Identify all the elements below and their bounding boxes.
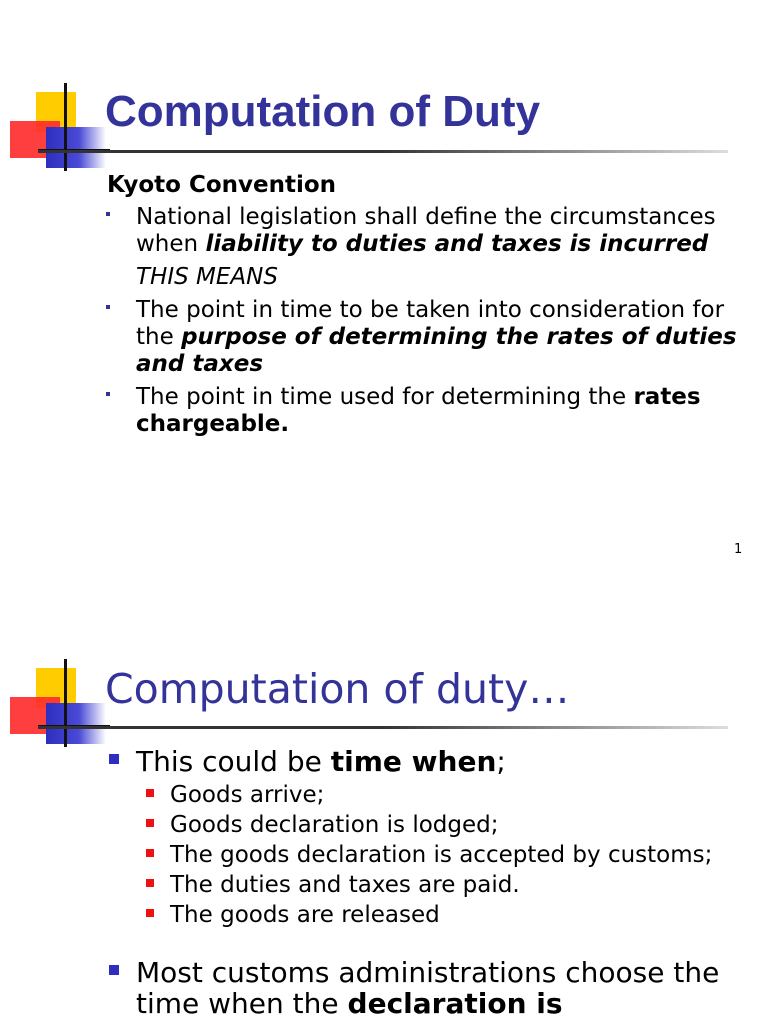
bullet-text: This could be xyxy=(136,745,331,778)
bullet-suffix: ; xyxy=(496,745,506,778)
bullet-marker xyxy=(109,754,119,764)
bullet-item xyxy=(105,746,755,777)
bullet-text: National legislation shall define the circumstances when xyxy=(136,204,716,257)
sub-bullet-item xyxy=(105,813,755,838)
bullet-marker xyxy=(106,305,110,309)
sub-bullet-marker xyxy=(146,909,154,917)
bullet-marker xyxy=(106,212,110,216)
bullet-item xyxy=(105,204,755,258)
slide-title: Computation of Duty xyxy=(105,87,541,136)
sub-bullet-item xyxy=(105,843,755,868)
sub-bullet-item xyxy=(105,903,755,928)
bullet-item xyxy=(105,297,755,378)
bullet-text: The point in time used for determining the xyxy=(136,384,634,410)
slide-2 xyxy=(0,576,768,1024)
bullet-emphasis: liability to duties and taxes is incurred xyxy=(205,231,709,257)
slide-logo-graphic xyxy=(10,659,110,749)
sub-bullet-text: The goods declaration is accepted by customs; xyxy=(170,842,713,868)
bullet-emphasis: rates chargeable. xyxy=(136,384,701,437)
sub-bullet-text: Goods arrive; xyxy=(170,782,325,808)
sub-bullet-marker xyxy=(146,789,154,797)
bullet-item xyxy=(105,957,755,1019)
bullet-item xyxy=(105,384,755,438)
title-divider xyxy=(38,726,728,729)
sub-bullet-item xyxy=(105,873,755,898)
sub-bullet-marker xyxy=(146,849,154,857)
sub-bullet-text: Goods declaration is lodged; xyxy=(170,812,499,838)
bullet-emphasis: purpose of determining the rates of duties and taxes xyxy=(136,324,737,377)
bullet-emphasis: declaration is xyxy=(347,987,563,1020)
page-number: 1 xyxy=(734,542,743,557)
bullet-emphasis: time when xyxy=(330,745,497,778)
sub-bullet-item xyxy=(105,783,755,808)
this-means-text: THIS MEANS xyxy=(136,264,278,290)
bullet-text: The point in time to be taken into consideration for the xyxy=(136,297,725,350)
sub-bullet-marker xyxy=(146,879,154,887)
bullet-marker xyxy=(106,392,110,396)
bullet-text: Most customs administrations choose the time when the xyxy=(136,956,720,1020)
sub-bullet-marker xyxy=(146,819,154,827)
slide-logo-graphic xyxy=(10,83,110,173)
section-heading: Kyoto Convention xyxy=(107,172,337,198)
title-divider xyxy=(38,150,728,153)
bullet-list xyxy=(105,204,755,444)
sub-bullet-text: The goods are released xyxy=(170,902,440,928)
slide-title: Computation of duty… xyxy=(105,665,570,713)
bullet-marker xyxy=(109,965,119,975)
bullet-list xyxy=(105,746,755,1024)
sub-bullet-text: The duties and taxes are paid. xyxy=(170,872,520,898)
